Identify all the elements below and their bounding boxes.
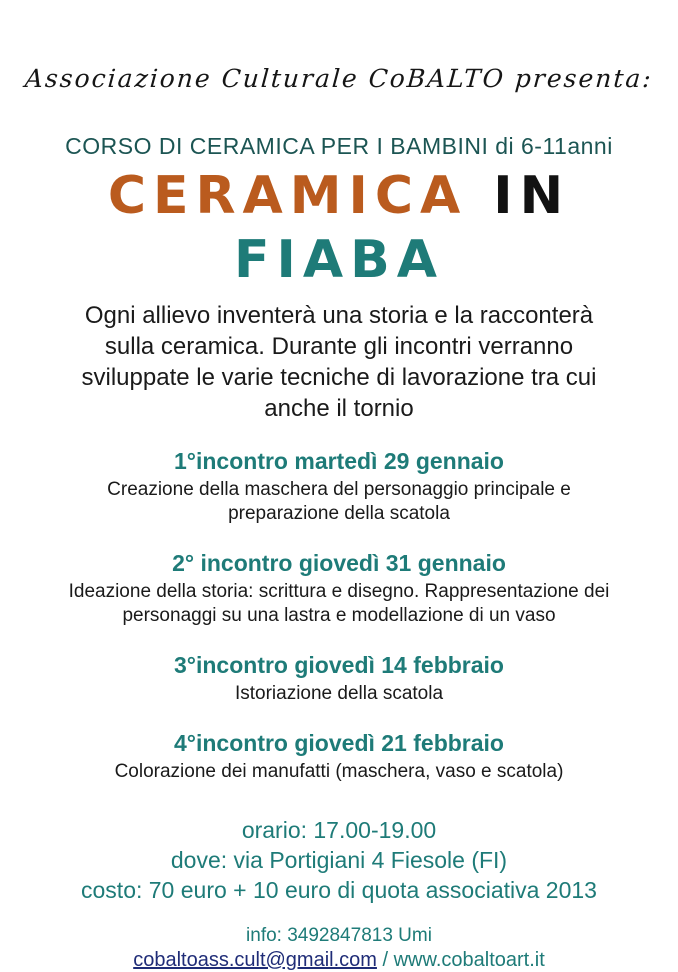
- detail-orario: orario: 17.00-19.00: [241, 817, 437, 843]
- contact-info-line: info: 3492847813 Umi: [246, 925, 432, 946]
- course-subtitle: CORSO DI CERAMICA PER I BAMBINI di 6-11anni: [65, 133, 613, 159]
- session-item-2: [51, 549, 627, 628]
- session-item-4: [115, 729, 564, 784]
- email-link[interactable]: cobaltoass.cult@gmail.com: [133, 949, 377, 971]
- presenter-line: Associazione Culturale CoBALTO presenta:: [24, 64, 654, 93]
- main-title: [108, 164, 570, 292]
- title-word-ceramica: CERAMICA: [107, 166, 468, 226]
- session-1-description: Creazione della maschera del personaggio principale e preparazione della scatola: [107, 479, 571, 524]
- title-word-in: IN: [493, 166, 571, 226]
- main-title-line2: [108, 228, 570, 292]
- title-word-fiaba: FIABA: [234, 230, 444, 290]
- sessions-list: [51, 424, 627, 784]
- session-item-1: [79, 447, 599, 526]
- session-3-heading: 3°incontro giovedì 14 febbraio: [174, 652, 504, 678]
- contact-block: [133, 924, 545, 972]
- detail-costo: costo: 70 euro + 10 euro di quota associativa 2013: [81, 877, 597, 903]
- session-4-heading: 4°incontro giovedì 21 febbraio: [174, 730, 504, 756]
- session-item-3: [174, 651, 504, 706]
- detail-dove: dove: via Portigiani 4 Fiesole (FI): [170, 847, 508, 873]
- session-1-heading: 1°incontro martedì 29 gennaio: [174, 448, 504, 474]
- session-2-heading: 2° incontro giovedì 31 gennaio: [172, 550, 506, 576]
- website-text: www.cobaltoart.it: [393, 949, 545, 971]
- intro-paragraph: Ogni allievo inventerà una storia e la racconterà sulla ceramica. Durante gli incontri verranno sviluppate le varie tecniche di lavorazione tra cui anche il tornio: [81, 302, 597, 422]
- links-separator: /: [376, 949, 394, 971]
- main-title-line1: [108, 164, 570, 228]
- session-2-description: Ideazione della storia: scrittura e disegno. Rappresentazione dei personaggi su una lastra e modellazione di un vaso: [68, 581, 610, 626]
- contact-links-line: [133, 948, 545, 972]
- session-4-description: Colorazione dei manufatti (maschera, vaso e scatola): [114, 761, 564, 782]
- course-details: [81, 815, 597, 905]
- session-3-description: Istoriazione della scatola: [234, 683, 444, 704]
